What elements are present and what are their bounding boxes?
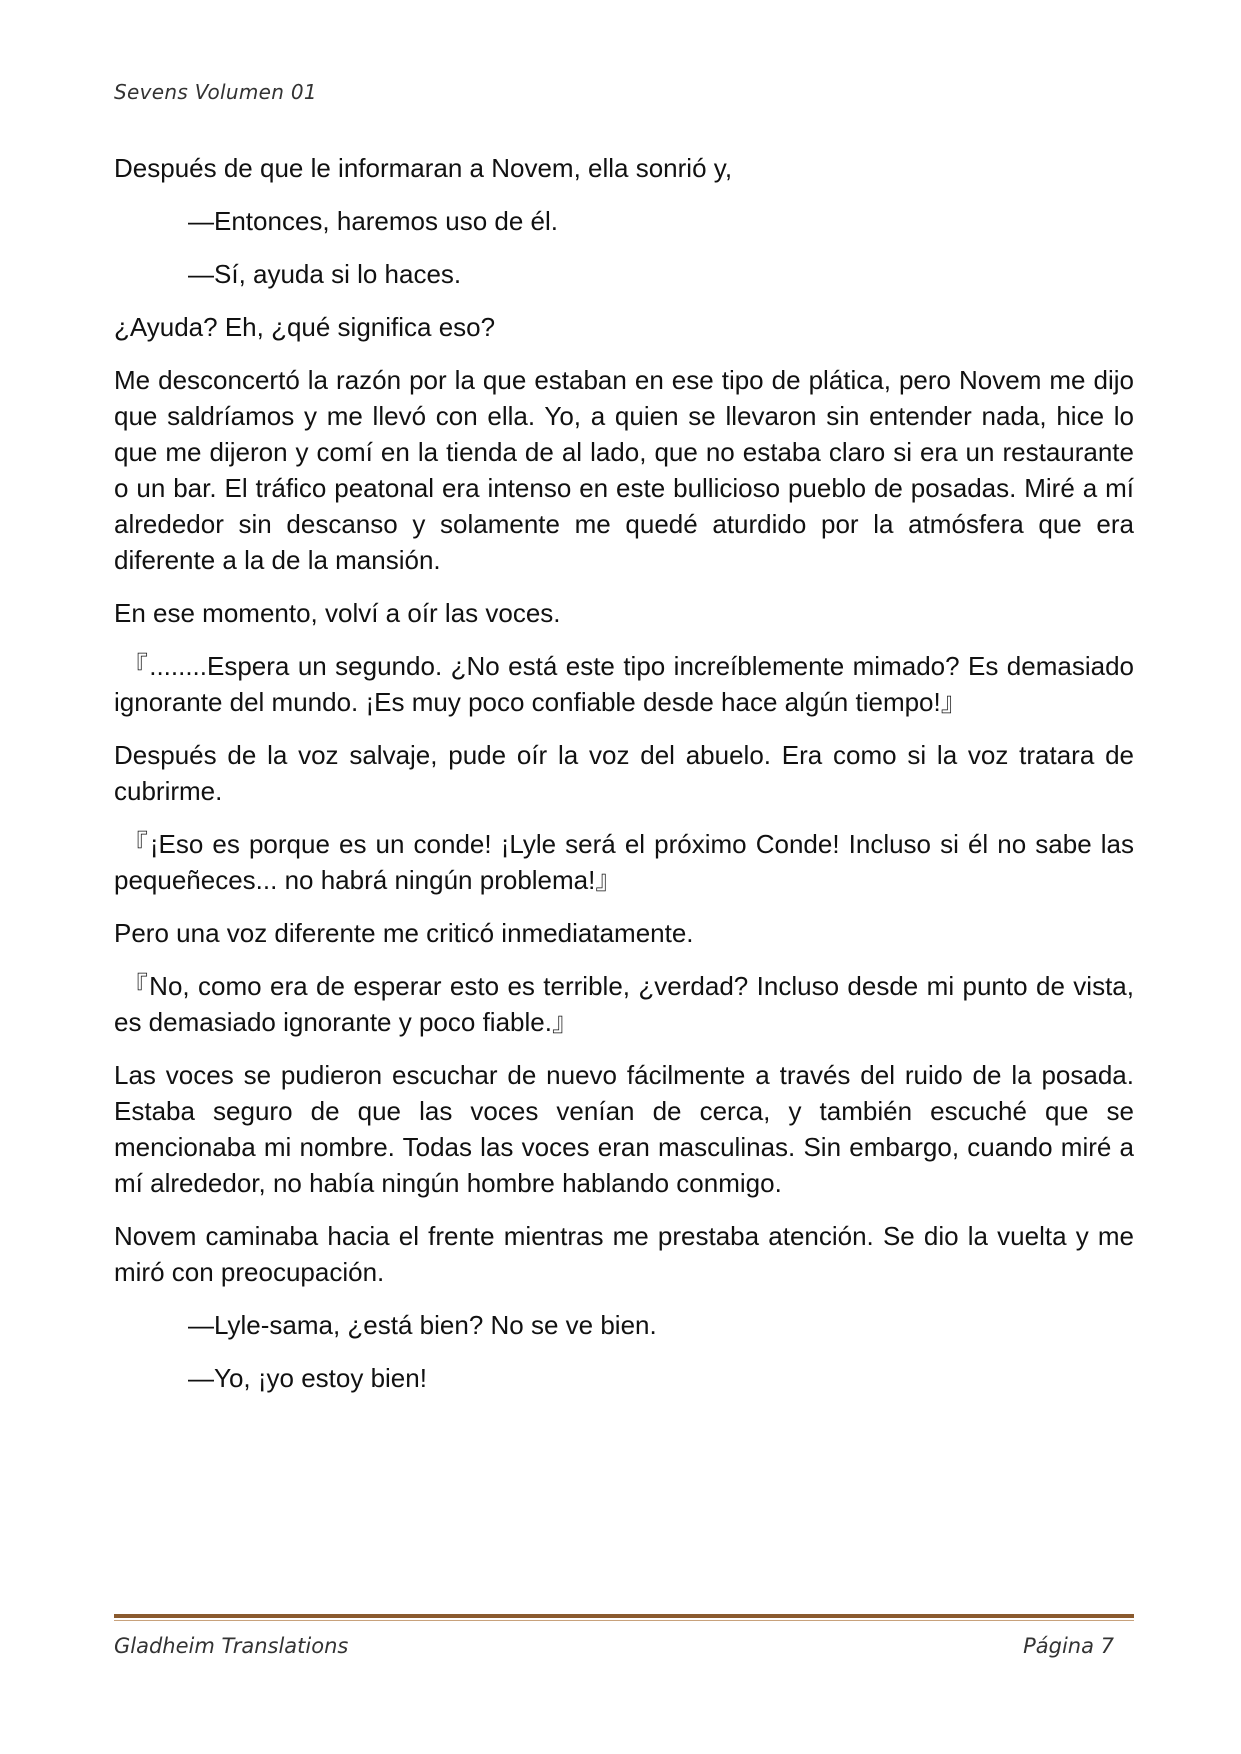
paragraph: Me desconcertó la razón por la que estaban en ese tipo de plática, pero Novem me dijo que saldríamos y me llevó con ella. Yo, a quien se llevaron sin entender nada, hice lo que me dijeron y comí en la tienda de al lado, que no estaba claro si era un restaurante o un bar. El tráfico peatonal era intenso en este bullicioso pueblo de posadas. Miré a mí alrededor sin descanso y solamente me quedé aturdido por la atmósfera que era diferente a la de la mansión. bbox=[114, 365, 1134, 575]
paragraph: En ese momento, volví a oír las voces. bbox=[114, 598, 561, 628]
footer-translator-credit: Gladheim Translations bbox=[114, 1634, 349, 1658]
paragraph: Pero una voz diferente me criticó inmediatamente. bbox=[114, 918, 694, 948]
paragraph: Después de que le informaran a Novem, ella sonrió y, bbox=[114, 153, 733, 183]
dialogue-line: —Sí, ayuda si lo haces. bbox=[188, 259, 462, 289]
footer-divider-thin bbox=[114, 1620, 1134, 1621]
voice-quote: 『........Espera un segundo. ¿No está este tipo increíblemente mimado? Es demasiado ignorante del mundo. ¡Es muy poco confiable desde hace algún tiempo!』 bbox=[114, 651, 1134, 717]
footer-divider bbox=[114, 1614, 1134, 1618]
paragraph: Novem caminaba hacia el frente mientras me prestaba atención. Se dio la vuelta y me miró con preocupación. bbox=[114, 1221, 1134, 1287]
page-body bbox=[114, 150, 1134, 1413]
footer-page-number: Página 7 bbox=[1023, 1634, 1114, 1658]
voice-quote: 『No, como era de esperar esto es terrible, ¿verdad? Incluso desde mi punto de vista, es demasiado ignorante y poco fiable.』 bbox=[114, 971, 1134, 1037]
paragraph: Las voces se pudieron escuchar de nuevo fácilmente a través del ruido de la posada. Estaba seguro de que las voces venían de cerca, y también escuché que se mencionaba mi nombre. Todas las voces eran masculinas. Sin embargo, cuando miré a mí alrededor, no había ningún hombre hablando conmigo. bbox=[114, 1060, 1134, 1198]
dialogue-line: —Lyle-sama, ¿está bien? No se ve bien. bbox=[188, 1310, 657, 1340]
paragraph: Después de la voz salvaje, pude oír la voz del abuelo. Era como si la voz tratara de cubrirme. bbox=[114, 740, 1134, 806]
dialogue-line: —Yo, ¡yo estoy bien! bbox=[188, 1363, 427, 1393]
page-header-title: Sevens Volumen 01 bbox=[114, 80, 317, 104]
paragraph: ¿Ayuda? Eh, ¿qué significa eso? bbox=[114, 312, 496, 342]
voice-quote: 『¡Eso es porque es un conde! ¡Lyle será el próximo Conde! Incluso si él no sabe las pequeñeces... no habrá ningún problema!』 bbox=[114, 829, 1134, 895]
dialogue-line: —Entonces, haremos uso de él. bbox=[188, 206, 558, 236]
